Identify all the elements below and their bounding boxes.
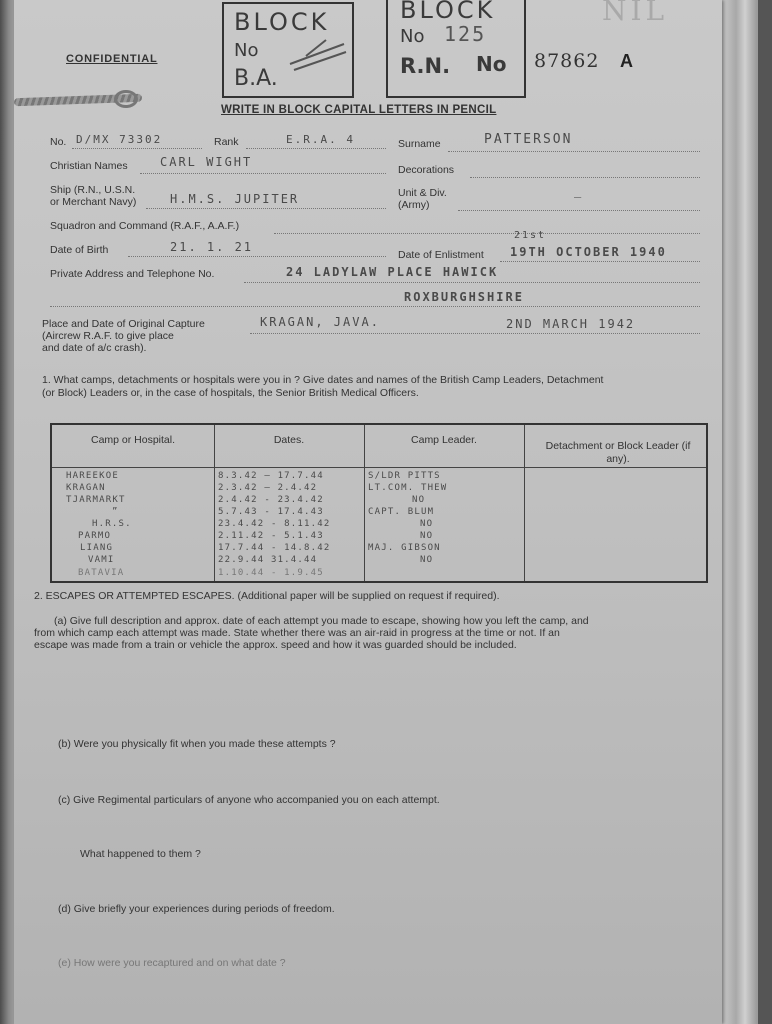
rank-value: E.R.A. 4 (286, 133, 355, 146)
dob-field-line (128, 256, 386, 257)
pencil-scribble-mark (286, 34, 350, 74)
block-rn-stamp (386, 0, 526, 98)
table-header-leader: Camp Leader. (411, 434, 477, 446)
table-cell-dates: 17.7.44 - 14.8.42 (218, 543, 331, 553)
table-cell-dates: 2.3.42 — 2.4.42 (218, 483, 318, 493)
nil-pencil-mark: NIL (602, 0, 669, 27)
enlistment-field-line (500, 261, 700, 262)
enlistment-value: 19TH OCTOBER 1940 (510, 245, 667, 259)
stamp-block-label: BLOCK (400, 0, 496, 24)
table-cell-dates: 2.11.42 - 5.1.43 (218, 531, 324, 541)
table-column-divider (364, 425, 365, 581)
rank-label: Rank (214, 136, 239, 148)
table-cell-leader: MAJ. GIBSON (368, 543, 441, 553)
stamp-no-label: No (400, 26, 425, 47)
surname-value: PATTERSON (484, 132, 573, 147)
table-cell-dates: 1.10.44 - 1.9.45 (218, 568, 324, 578)
table-cell-leader: CAPT. BLUM (368, 507, 435, 517)
table-cell-leader: LT.COM. THEW (368, 483, 448, 493)
question2e: (e) How were you recaptured and on what date ? (58, 957, 286, 969)
form-page (14, 0, 722, 1024)
confidential-heading: CONFIDENTIAL (66, 53, 158, 65)
question2d: (d) Give briefly your experiences during periods of freedom. (58, 903, 335, 915)
stamp-no-extra: No (476, 52, 507, 76)
capture-place-value: KRAGAN, JAVA. (260, 315, 380, 329)
question2a-line1: (a) Give full description and approx. date of each attempt you made to escape, showing how you left the camp, and (54, 615, 589, 627)
table-cell-dates: 22.9.44 31.4.44 (218, 555, 318, 565)
table-cell-dates: 5.7.43 - 17.4.43 (218, 507, 324, 517)
table-cell-dates: 23.4.42 - 8.11.42 (218, 519, 331, 529)
decorations-label: Decorations (398, 164, 455, 176)
table-cell-camp: KRAGAN (66, 483, 106, 493)
capture-date-value: 2ND MARCH 1942 (506, 317, 636, 331)
surname-field-line (448, 151, 700, 152)
tie-knot (114, 90, 138, 108)
unit-label-line1: Unit & Div. (398, 187, 447, 199)
ship-field-line (146, 208, 386, 209)
question2a-line3: escape was made from a train or vehicle the approx. speed and how it was guarded should be included. (34, 639, 517, 651)
rank-field-line (246, 148, 386, 149)
address-label: Private Address and Telephone No. (50, 268, 215, 280)
ship-label-line2: or Merchant Navy) (50, 196, 137, 208)
decorations-field-line (470, 177, 700, 178)
dob-value: 21. 1. 21 (170, 240, 254, 254)
service-number-value: D/MX 73302 (76, 133, 163, 146)
camps-table (50, 423, 708, 583)
reference-suffix: A (620, 51, 633, 71)
capture-label-line1: Place and Date of Original Capture (42, 318, 205, 330)
ship-value: H.M.S. JUPITER (170, 192, 300, 206)
christian-names-value: CARL WIGHT (160, 155, 253, 169)
table-cell-leader: NO (420, 519, 434, 529)
capture-label-line3: and date of a/c crash). (42, 342, 147, 354)
stamp-no-label: No (234, 40, 259, 61)
table-cell-camp: BATAVIA (78, 568, 125, 578)
table-cell-leader: S/LDR PITTS (368, 471, 441, 481)
squadron-label: Squadron and Command (R.A.F., A.A.F.) (50, 220, 240, 232)
table-column-divider (524, 425, 525, 581)
table-header-camp: Camp or Hospital. (90, 434, 176, 446)
stamp-ba-label: B.A. (234, 66, 278, 91)
stamp-handwritten-number: 125 (444, 22, 487, 46)
table-cell-camp: LIANG (80, 543, 114, 553)
table-cell-leader: NO (420, 531, 434, 541)
capture-field-line (250, 333, 700, 334)
table-cell-camp: PARMO (78, 531, 112, 541)
address-field-line1 (244, 282, 700, 283)
question1-line1: 1. What camps, detachments or hospitals were you in ? Give dates and names of the British Camp Leaders, Detachment (42, 374, 604, 386)
table-header-rule (52, 467, 706, 468)
table-cell-camp: ” (112, 507, 119, 517)
enlistment-correction: 21st (514, 230, 547, 241)
background-edge (758, 0, 772, 1024)
table-cell-camp: HAREEKOE (66, 471, 119, 481)
block-ba-stamp (222, 2, 354, 98)
unit-field-line (458, 210, 700, 211)
table-cell-camp: VAMI (88, 555, 115, 565)
ship-label-line1: Ship (R.N., U.S.N. (50, 184, 136, 196)
question2c-followup: What happened to them ? (80, 848, 201, 860)
dob-label: Date of Birth (50, 244, 109, 256)
table-cell-leader: NO (412, 495, 426, 505)
address-line1-value: 24 LADYLAW PLACE HAWICK (286, 265, 499, 279)
address-line2-value: ROXBURGHSHIRE (404, 290, 524, 304)
enlistment-label: Date of Enlistment (398, 249, 484, 261)
table-column-divider (214, 425, 215, 581)
table-cell-dates: 2.4.42 - 23.4.42 (218, 495, 324, 505)
table-cell-dates: 8.3.42 — 17.7.44 (218, 471, 324, 481)
no-field-line (72, 148, 202, 149)
table-cell-leader: NO (420, 555, 434, 565)
question2-title: 2. ESCAPES OR ATTEMPTED ESCAPES. (Additional paper will be supplied on request if required). (34, 590, 500, 602)
unit-value: — (574, 190, 584, 204)
reference-number: 87862 (534, 50, 600, 72)
no-label: No. (50, 136, 67, 148)
unit-label-line2: (Army) (398, 199, 430, 211)
capture-label-line2: (Aircrew R.A.F. to give place (42, 330, 174, 342)
question1-line2: (or Block) Leaders or, in the case of hospitals, the Senior British Medical Officers. (42, 387, 419, 399)
table-header-detachment: Detachment or Block Leader (if any). (545, 440, 691, 465)
instruction-heading: WRITE IN BLOCK CAPITAL LETTERS IN PENCIL (221, 104, 497, 116)
stamp-block-label: BLOCK (234, 8, 330, 36)
christian-names-label: Christian Names (50, 160, 128, 172)
table-cell-camp: TJARMARKT (66, 495, 126, 505)
christian-field-line (140, 173, 386, 174)
stamp-rn-label: R.N. (400, 54, 451, 78)
address-field-line2 (50, 306, 700, 307)
table-cell-camp: H.R.S. (92, 519, 132, 529)
squadron-field-line (274, 233, 700, 234)
table-header-dates: Dates. (273, 434, 305, 446)
question2a-line2: from which camp each attempt was made. State whether there was an air-raid in progress at the time or not. If an (34, 627, 560, 639)
surname-label: Surname (398, 138, 441, 150)
question2c: (c) Give Regimental particulars of anyone who accompanied you on each attempt. (58, 794, 440, 806)
question2b: (b) Were you physically fit when you made these attempts ? (58, 738, 336, 750)
